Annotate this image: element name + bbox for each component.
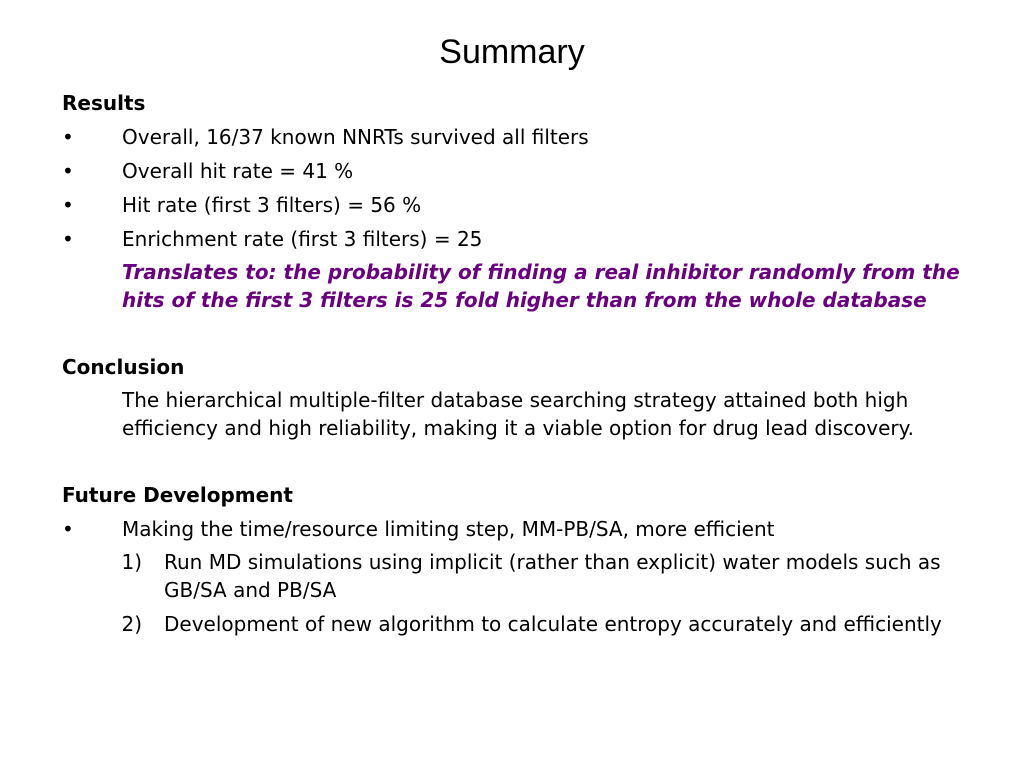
conclusion-text: The hierarchical multiple-filter database searching strategy attained both high efficiency and high reliability, making it a viable option for drug lead discovery. [122,388,914,440]
spacer [62,314,962,352]
item-number: 1) [121,550,142,574]
results-bullet-1 [62,122,962,156]
bullet-icon: • [62,517,74,541]
results-bullet-2 [62,156,962,190]
future-bullet [62,514,962,548]
results-bullet-text: Overall, 16/37 known NNRTs survived all filters [122,125,589,149]
bullet-icon: • [62,125,74,149]
results-bullet-3 [62,190,962,224]
bullet-icon: • [62,193,74,217]
results-bullet-text: Hit rate (first 3 filters) = 56 % [122,193,422,217]
slide-title: Summary [439,33,585,71]
future-bullet-text: Making the time/resource limiting step, MM-PB/SA, more efficient [122,517,775,541]
results-heading: Results [62,91,146,115]
spacer [62,442,962,480]
results-bullet-text: Enrichment rate (first 3 filters) = 25 [122,227,483,251]
future-item-2 [102,610,962,638]
future-heading: Future Development [62,483,293,507]
item-number: 2) [121,612,142,636]
bullet-icon: • [62,227,74,251]
results-bullet-text: Overall hit rate = 41 % [122,159,354,183]
conclusion-heading: Conclusion [62,355,185,379]
results-note: Translates to: the probability of finding a real inhibitor randomly from the hits of the first 3 filters is 25 fold higher than from the whole database [122,260,960,312]
bullet-icon: • [62,159,74,183]
results-bullet-4 [62,224,962,258]
item-text: Run MD simulations using implicit (rather than explicit) water models such as GB/SA and PB/SA [164,550,941,602]
slide-content [62,88,962,638]
future-item-1 [102,548,962,604]
item-text: Development of new algorithm to calculate entropy accurately and efficiently [164,612,942,636]
